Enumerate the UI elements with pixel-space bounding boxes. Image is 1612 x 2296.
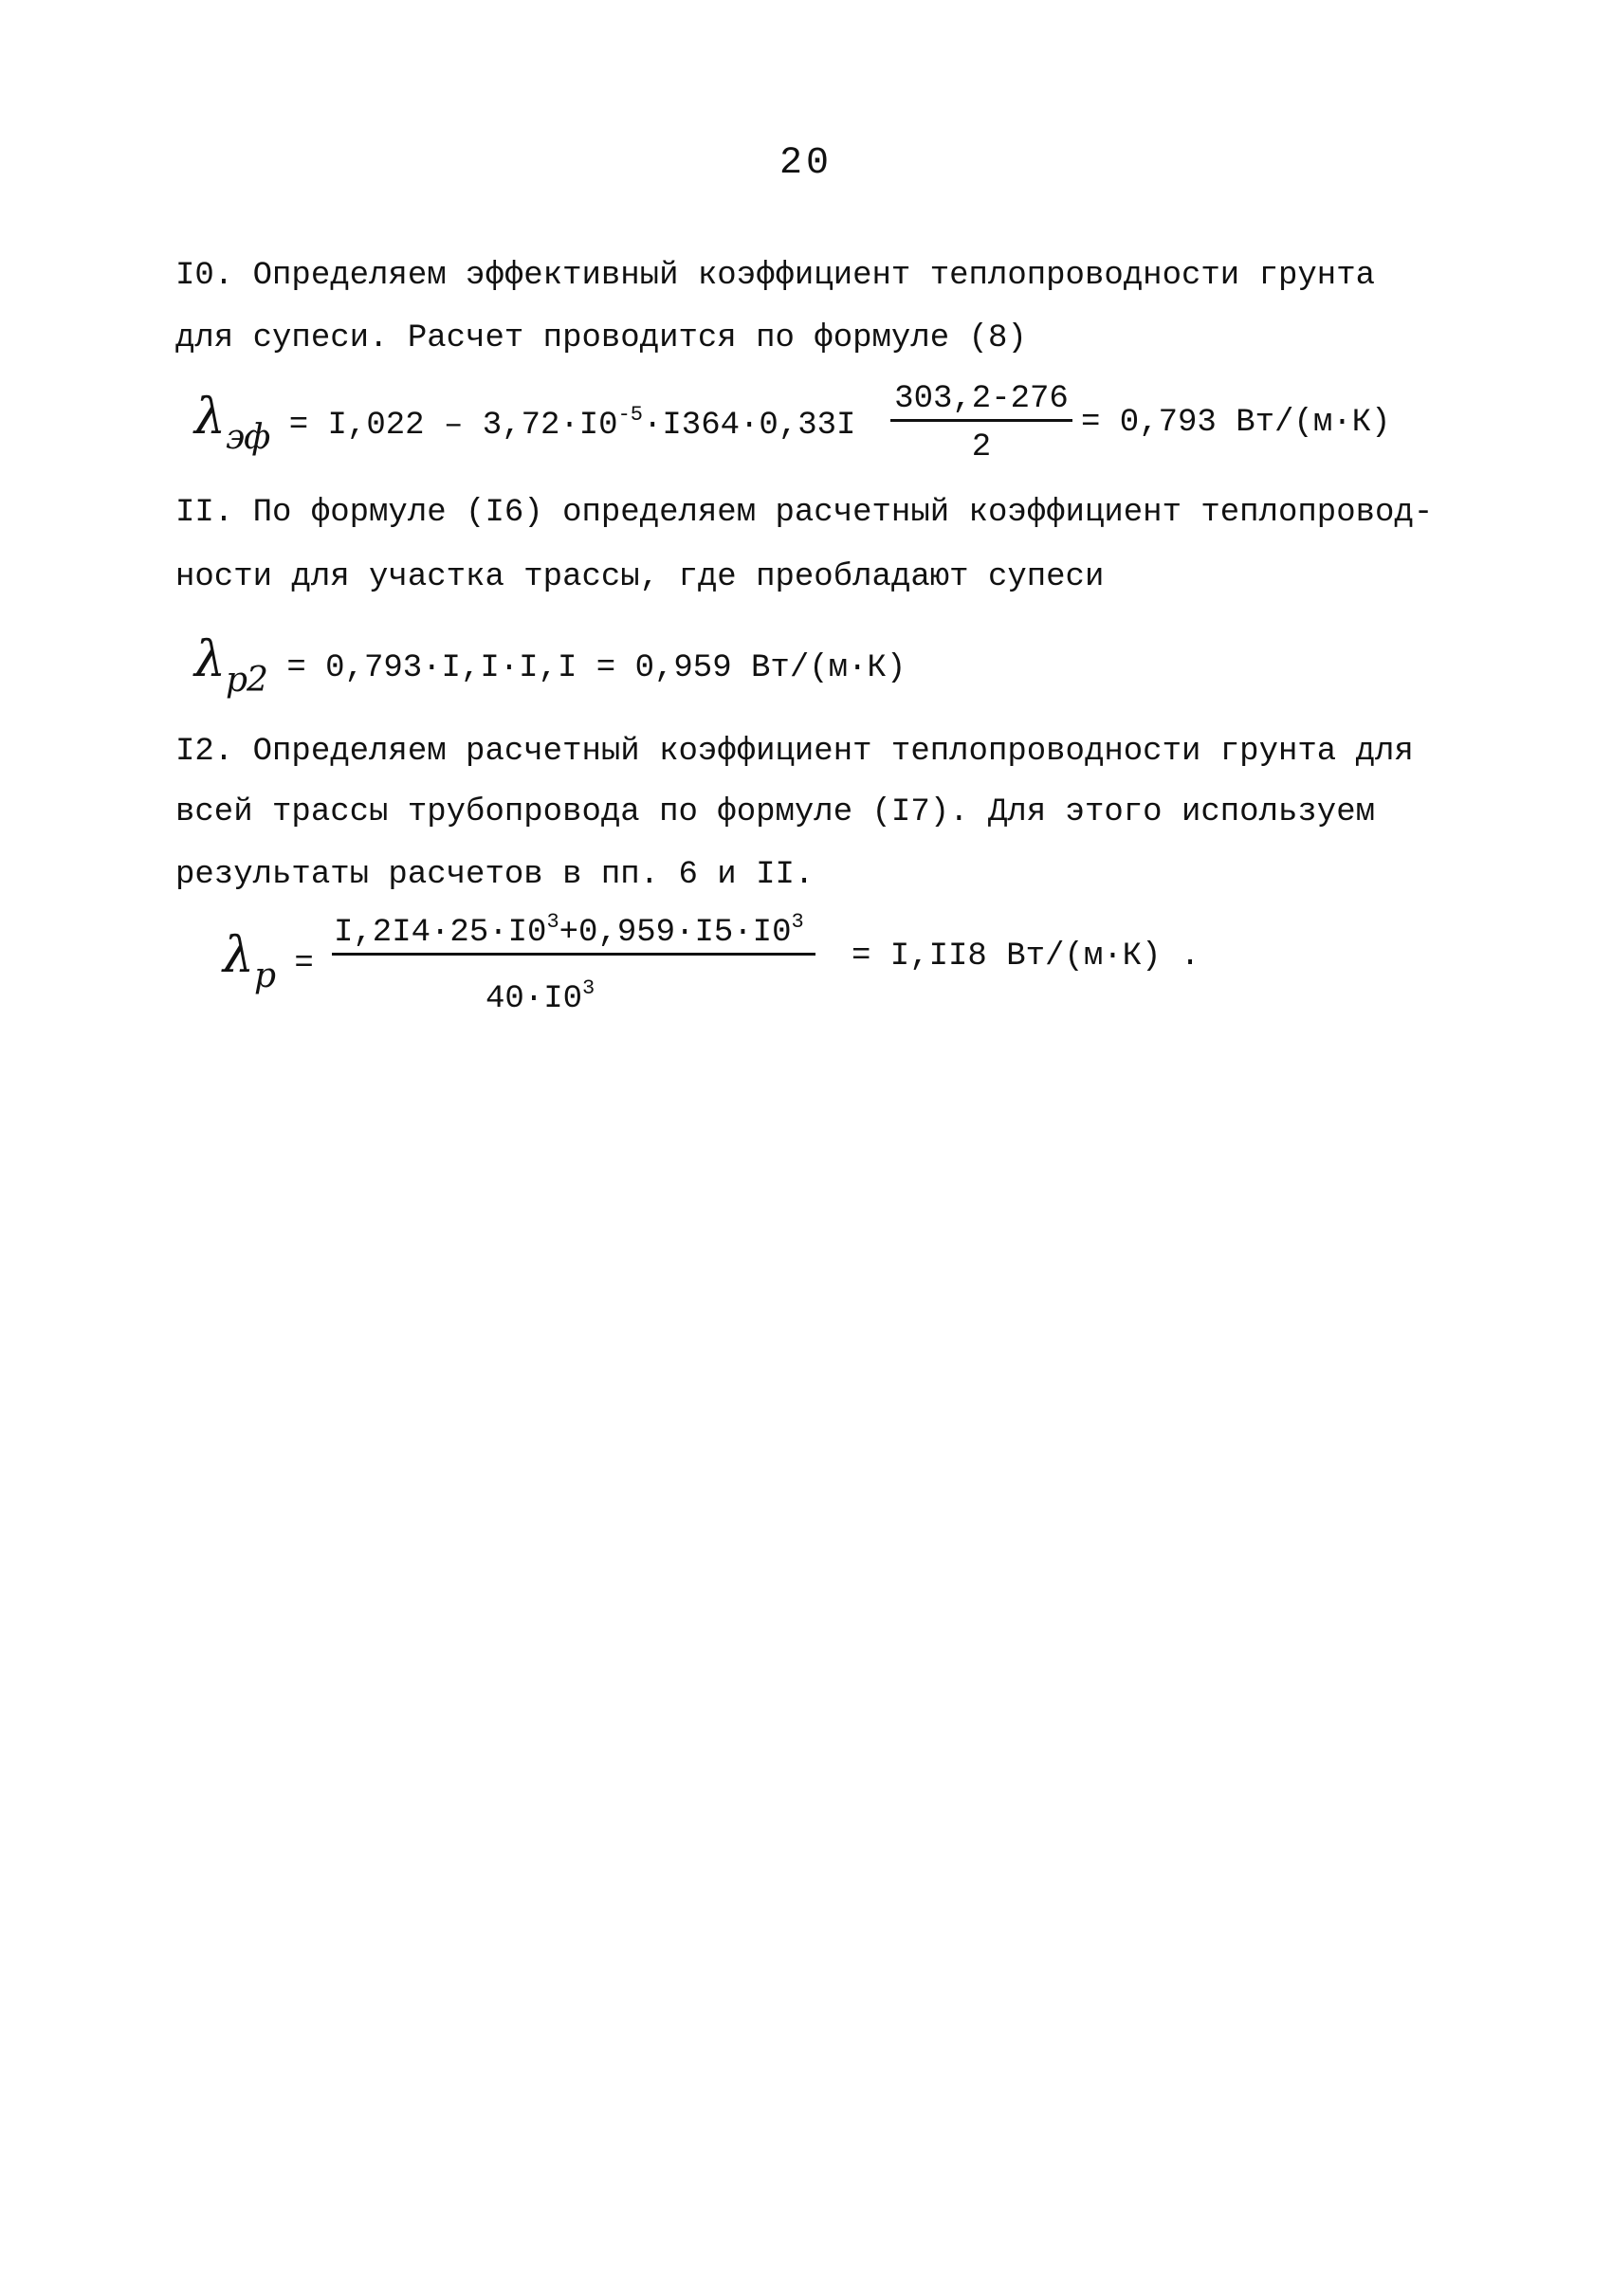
lambda-symbol: $\lambda_p$: [223, 927, 276, 995]
fraction-denominator: 2: [971, 429, 992, 465]
equation-1-fraction: [887, 381, 1076, 465]
item-12-line-2: всей трассы трубопровода по формуле (I7). Для этого используем: [175, 794, 1376, 830]
equation-1-result: = 0,793 Вт/(м·К): [1081, 405, 1391, 441]
equation-3-denominator: $40\cdot I0^3$: [485, 976, 595, 1017]
equation-3-result: = I,II8 Вт/(м·К) .: [852, 938, 1200, 975]
lambda-symbol: $\lambda_{p2}$: [194, 631, 267, 700]
item-11-line-1: II. По формуле (I6) определяем расчетный коэффициент теплопровод-: [175, 495, 1434, 531]
fraction-numerator: 303,2-276: [890, 381, 1072, 422]
fraction-bar: [332, 953, 815, 956]
equation-1-exponent: -5: [617, 403, 643, 427]
equation-1-equals: =: [288, 408, 309, 444]
item-10-line-2: для супеси. Расчет проводится по формуле (8): [175, 320, 1027, 356]
page-number: 20: [779, 142, 833, 185]
item-12-line-1: I2. Определяем расчетный коэффициент теплопроводности грунта для: [175, 734, 1414, 770]
lambda-symbol: $\lambda_{эф}$: [194, 389, 270, 457]
item-11-line-2: ности для участка трассы, где преобладают супеси: [175, 559, 1105, 595]
equation-1-body-2: ·I364·0,33I: [643, 408, 856, 444]
equation-1-body: I,022 – 3,72·I0: [327, 408, 618, 444]
equation-3-equals: =: [294, 946, 314, 982]
equation-3-lhs: [223, 927, 314, 995]
equation-2-body: = 0,793·I,I·I,I = 0,959 Вт/(м·К): [286, 650, 907, 686]
equation-3-numerator: $I,2I4\cdot 25\cdot I0^3+0,959\cdot I5\cdot I0^3$: [334, 910, 804, 951]
item-10-line-1: I0. Определяем эффективный коэффициент теплопроводности грунта: [175, 258, 1376, 294]
equation-2: [194, 631, 906, 700]
item-12-line-3: результаты расчетов в пп. 6 и II.: [175, 857, 815, 893]
equation-1: [194, 389, 855, 457]
